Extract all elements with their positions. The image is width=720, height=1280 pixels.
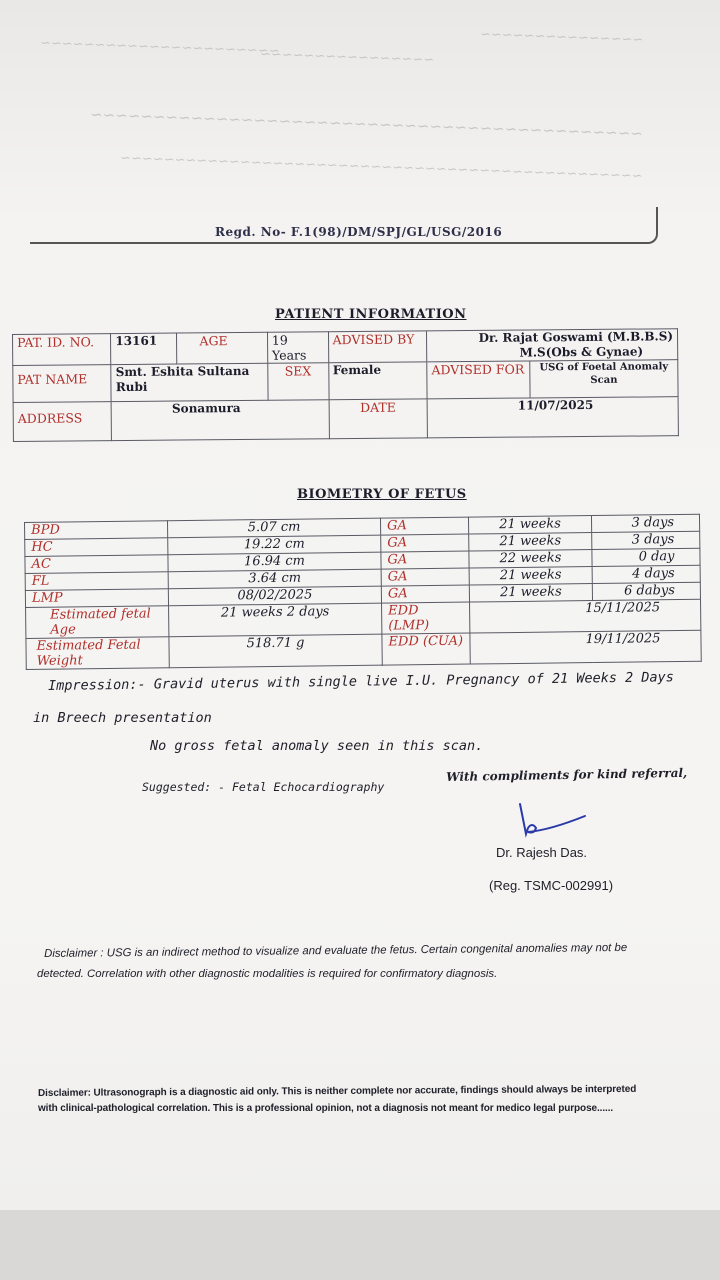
biometry-heading: BIOMETRY OF FETUS — [297, 487, 467, 502]
est-weight-label: Estimated Fetal Weight — [26, 637, 169, 670]
pat-name-label: PAT NAME — [13, 365, 112, 403]
biometry-days: 6 dabys — [592, 582, 700, 600]
sex-label: SEX — [268, 363, 329, 401]
age-label: AGE — [177, 332, 268, 364]
date-value: 11/07/2025 — [427, 397, 678, 438]
disclaimer-1-line-2: detected. Correlation with other diagnostic modalities is required for confirmatory diagnosis. — [37, 968, 498, 980]
biometry-weeks: 21 weeks — [469, 584, 592, 603]
biometry-ga-label: GA — [381, 585, 469, 603]
advised-by-doctor: Dr. Rajat Goswami (M.B.B.S) — [478, 329, 674, 345]
biometry-weeks: 21 weeks — [468, 516, 591, 535]
edd-lmp-label: EDD (LMP) — [382, 602, 470, 634]
pat-id-value: 13161 — [111, 333, 177, 365]
biometry-param: HC — [25, 538, 168, 557]
biometry-param: LMP — [25, 589, 168, 608]
advised-by-label: ADVISED BY — [328, 331, 427, 363]
pat-name-value: Smt. Eshita Sultana Rubi — [111, 363, 268, 401]
biometry-value: 08/02/2025 — [168, 586, 381, 606]
biometry-weeks: 22 weeks — [469, 550, 592, 569]
biometry-value: 19.22 cm — [168, 535, 381, 555]
date-label: DATE — [329, 399, 428, 439]
disclaimer-2-line-2: with clinical-pathological correlation. This is a professional opinion, not a diagnosis not meant for medico legal purpose...... — [38, 1103, 614, 1114]
show-through-text: ~~~~~~~~~~~~~~~~~~~~~~~~~~~~~~~~~~~~~~~~~~~~ — [89, 105, 644, 143]
address-label: ADDRESS — [13, 402, 112, 442]
biometry-ga-label: GA — [381, 551, 469, 569]
biometry-weeks: 21 weeks — [469, 567, 592, 586]
est-weight-value: 518.71 g — [169, 634, 382, 668]
signatory-reg: (Reg. TSMC-002991) — [489, 878, 614, 893]
biometry-ga-label: GA — [381, 534, 469, 552]
disclaimer-2-line-1: Disclaimer: Ultrasonograph is a diagnostic aid only. This is neither complete nor accurate, findings should always be interpreted — [38, 1083, 637, 1099]
patient-info-heading: PATIENT INFORMATION — [275, 307, 467, 322]
biometry-param: AC — [25, 555, 168, 574]
biometry-value: 3.64 cm — [168, 569, 381, 589]
anomaly-statement: No gross fetal anomaly seen in this scan. — [150, 738, 484, 754]
edd-lmp-value: 15/11/2025 — [470, 599, 701, 633]
show-through-text: ~~~~~~~~~~~~~~~~~~~~~~~~~~~~~~~~~~~~~~~~~~~~~~~~ — [119, 150, 643, 185]
impression-line-2: in Breech presentation — [33, 710, 212, 726]
est-age-value: 21 weeks 2 days — [169, 603, 382, 637]
suggestion: Suggested: - Fetal Echocardiography — [142, 780, 385, 794]
biometry-weeks: 21 weeks — [469, 533, 592, 552]
biometry-days: 3 days — [591, 514, 699, 532]
signature-mark — [510, 800, 600, 845]
show-through-text: ~~~~~~~~~~~~~~~~~~~~~~ — [39, 35, 280, 60]
edd-cua-value: 19/11/2025 — [470, 630, 701, 664]
signatory-name: Dr. Rajesh Das. — [496, 845, 588, 860]
show-through-text: ~~~~~~~~~~~~~~~ — [479, 27, 644, 48]
age-value: 19 Years — [267, 332, 328, 364]
impression-line-1: Impression:- Gravid uterus with single live I.U. Pregnancy of 21 Weeks 2 Days — [48, 669, 675, 694]
biometry-table — [24, 514, 702, 670]
edd-cua-label: EDD (CUA) — [382, 633, 470, 665]
registration-number: Regd. No- F.1(98)/DM/SPJ/GL/USG/2016 — [215, 225, 503, 239]
sex-value: Female — [328, 362, 427, 400]
est-age-label: Estimated fetal Age — [26, 606, 169, 639]
advised-for-label: ADVISED FOR — [427, 361, 530, 399]
address-value: Sonamura — [111, 400, 329, 441]
biometry-value: 16.94 cm — [168, 552, 381, 572]
patient-info-table — [12, 328, 679, 442]
compliments-note: With compliments for kind referral, — [446, 765, 688, 784]
biometry-param: FL — [25, 572, 168, 591]
disclaimer-1-line-1: Disclaimer : USG is an indirect method to visualize and evaluate the fetus. Certain congenital anomalies may not be — [44, 941, 628, 960]
biometry-days: 0 day — [592, 548, 700, 566]
biometry-value: 5.07 cm — [167, 518, 380, 538]
biometry-days: 4 days — [592, 565, 700, 583]
advised-by-qualification: M.S(Obs & Gynae) — [519, 344, 644, 360]
biometry-ga-label: GA — [380, 517, 468, 535]
biometry-param: BPD — [25, 521, 168, 540]
biometry-days: 3 days — [592, 531, 700, 549]
pat-id-label: PAT. ID. NO. — [13, 334, 112, 366]
advised-for-value: USG of Foetal Anomaly Scan — [530, 360, 678, 398]
biometry-ga-label: GA — [381, 568, 469, 586]
show-through-text: ~~~~~~~~~~~~~~~~ — [259, 46, 435, 69]
